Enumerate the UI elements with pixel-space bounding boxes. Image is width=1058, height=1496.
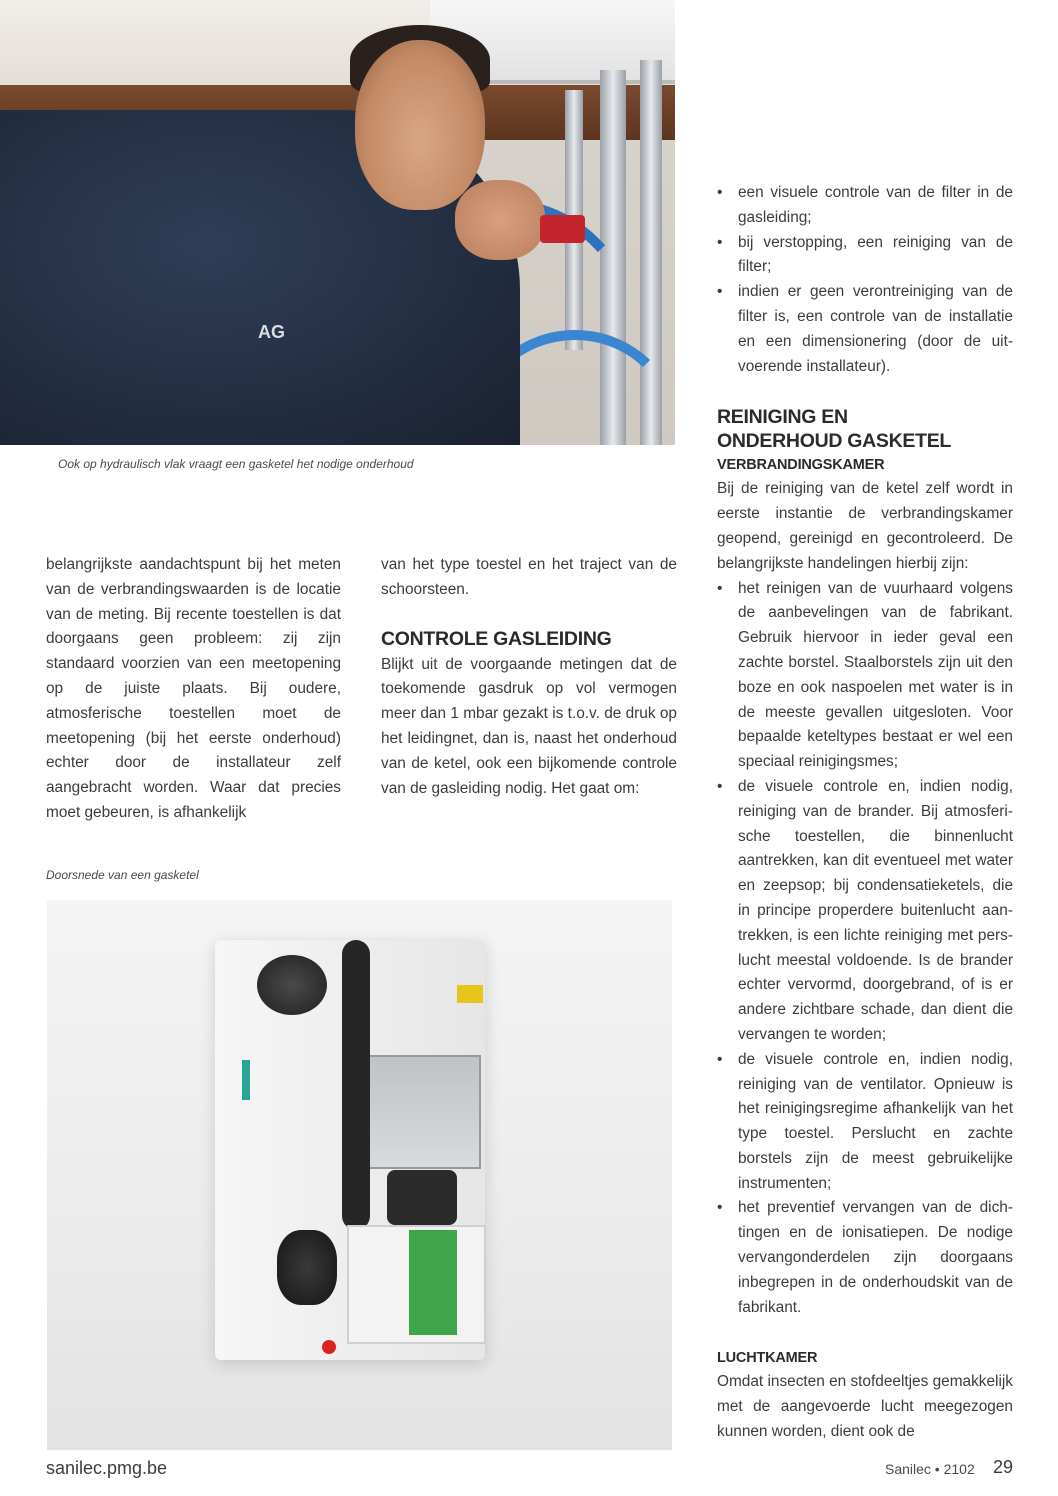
verbrandingskamer-checklist bbox=[717, 577, 1013, 1321]
list-item: • de visuele controle en, indien nodig, reiniging van de brander. Bij atmosferische toestellen, die binnenlucht aantrekken, kan dit eventueel met water en zeepsop; bij condensatieketels, die in principe properdere buitenlucht aantrekken, is een lichte reiniging met perslucht meestal voldoende. Is de brander echter vervormd, doorgebrand, of is er andere zichtbare schade, dan dient die vervangen te worden; bbox=[717, 775, 1013, 1048]
col3-paragraph-1: Bij de reiniging van de ketel zelf wordt in eerste instantie de verbrandingskamer geopend, gereinigd en gecontroleerd. De belangrijkste handelingen hierbij zijn: bbox=[717, 480, 1013, 572]
page-number: 29 bbox=[993, 1457, 1014, 1477]
heading-controle-gasleiding: CONTROLE GASLEIDING bbox=[381, 627, 612, 650]
list-item: • een visuele controle van de filter in de gasleiding; bbox=[717, 181, 1013, 231]
col1-paragraph: belangrijkste aandachtspunt bij het meten van de verbrandingswaarden is de locatie van de meting. Bij recente toestellen is dat doorgaans geen probleem: zij zijn standaard voorzien van een meetopening op de juiste plaats. Bij oudere, atmosferische toestellen moet de meetopening (bij het eerste onderhoud) echter door de installateur zelf aangebracht worden. Waar dat precies moet gebeuren, is afhankelijk bbox=[46, 556, 341, 821]
subheading-verbrandingskamer: VERBRANDINGSKAMER bbox=[717, 457, 885, 474]
footer-website: sanilec.pmg.be bbox=[46, 1458, 168, 1478]
column-2 bbox=[381, 553, 677, 801]
heading-reiniging-onderhoud: REINIGING EN ONDERHOUD GASKETEL bbox=[717, 406, 952, 453]
list-item: • de visuele controle en, indien nodig, reiniging van de ventilator. Opnieuw is het reinigingsregime afhankelijk van het type toestel. Perslucht en zachte borstels zijn de meest gebruikelijke instrumenten; bbox=[717, 1048, 1013, 1197]
list-item: • bij verstopping, een reiniging van de filter; bbox=[717, 231, 1013, 281]
col2-paragraph-continued: van het type toestel en het traject van de schoorsteen. bbox=[381, 556, 677, 598]
list-item: • het preventief vervangen van de dichtingen en de ionisatiepen. De nodige vervangonderdelen zijn doorgaans inbegrepen in de onderhoudskit van de fabrikant. bbox=[717, 1196, 1013, 1320]
subheading-luchtkamer: LUCHTKAMER bbox=[717, 1350, 818, 1367]
jacket-print: AG bbox=[258, 322, 285, 342]
top-photo-caption: Ook op hydraulisch vlak vraagt een gasketel het nodige onderhoud bbox=[58, 457, 414, 471]
col2-paragraph: Blijkt uit de voorgaande metingen dat de toekomende gasdruk op vol vermogen meer dan 1 mbar gezakt is t.o.v. de druk op het leidingnet, dan is, naast het onderhoud van de ketel, ook een bijkomende controle van de gasleiding nodig. Het gaat om: bbox=[381, 655, 677, 797]
illustration-caption: Doorsnede van een gasketel bbox=[46, 868, 199, 882]
photo-technician-at-boiler bbox=[0, 0, 675, 445]
column-3 bbox=[717, 181, 1013, 1445]
gas-boiler-cutaway-illustration bbox=[47, 900, 672, 1450]
col3-paragraph-2: Omdat insecten en stofdeeltjes gemakkelijk met de aangevoerde lucht meegezogen kunnen worden, dient ook de bbox=[717, 1373, 1013, 1441]
gasleiding-checklist bbox=[717, 181, 1013, 379]
footer-magazine-issue: Sanilec • 2102 bbox=[885, 1461, 975, 1477]
column-1 bbox=[46, 553, 341, 826]
list-item: • het reinigen van de vuurhaard volgens de aanbevelingen van de fabrikant. Gebruik hiervoor in ieder geval een zachte borstel. Staalborstels zijn uit den boze en ook naspoelen met water is in de meeste gevallen uitgesloten. Voor bepaalde keteltypes bestaat er wel een speciaal reinigingsmes; bbox=[717, 577, 1013, 775]
list-item: • indien er geen verontreiniging van de filter is, een controle van de installatie en een dimensionering (door de uitvoerende installateur). bbox=[717, 280, 1013, 379]
